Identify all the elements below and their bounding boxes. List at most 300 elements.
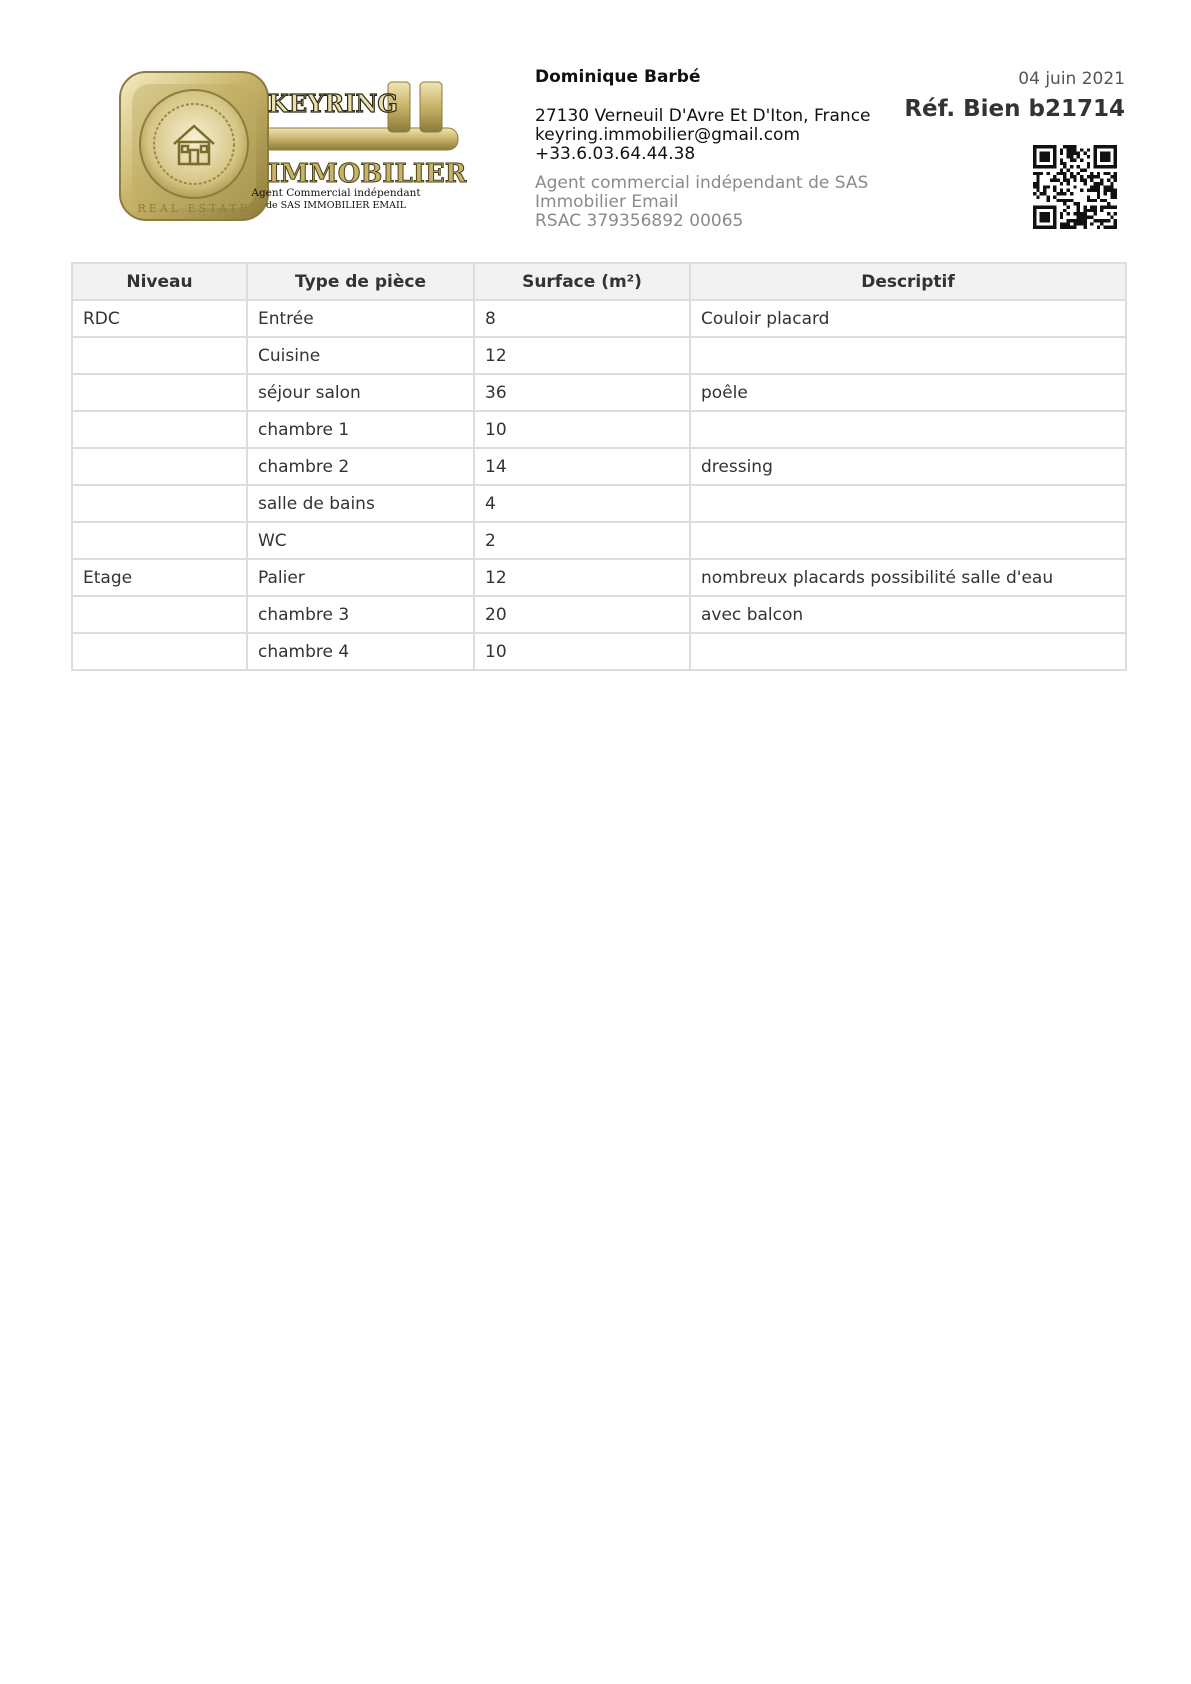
qr-module	[1090, 189, 1093, 192]
qr-module	[1040, 219, 1043, 222]
qr-module	[1040, 216, 1043, 219]
qr-module	[1043, 185, 1046, 188]
column-header-surface: Surface (m²)	[474, 263, 690, 300]
qr-module	[1060, 182, 1063, 185]
qr-module	[1033, 226, 1036, 229]
qr-module	[1087, 209, 1090, 212]
qr-module	[1046, 219, 1049, 222]
qr-module	[1083, 152, 1086, 155]
qr-module	[1080, 175, 1083, 178]
qr-module	[1053, 212, 1056, 215]
qr-module	[1060, 162, 1063, 165]
qr-module	[1087, 148, 1090, 151]
qr-module	[1080, 212, 1083, 215]
cell-surface: 4	[474, 485, 690, 522]
qr-module	[1033, 185, 1036, 188]
qr-module	[1083, 169, 1086, 172]
qr-module	[1077, 209, 1080, 212]
qr-module	[1046, 172, 1049, 175]
qr-module	[1053, 216, 1056, 219]
qr-module	[1114, 152, 1117, 155]
qr-module	[1077, 205, 1080, 208]
cell-niveau: Etage	[72, 559, 247, 596]
qr-module	[1073, 158, 1076, 161]
qr-module	[1070, 175, 1073, 178]
qr-module	[1053, 175, 1056, 178]
qr-module	[1053, 162, 1056, 165]
qr-module	[1073, 148, 1076, 151]
qr-module	[1097, 189, 1100, 192]
qr-module	[1046, 152, 1049, 155]
agent-phone[interactable]: +33.6.03.64.44.38	[535, 144, 696, 164]
rooms-table	[71, 262, 1127, 671]
qr-module	[1093, 152, 1096, 155]
qr-module	[1060, 226, 1063, 229]
cell-descriptif	[690, 485, 1126, 522]
qr-module	[1060, 172, 1063, 175]
svg-text:de SAS IMMOBILIER EMAIL: de SAS IMMOBILIER EMAIL	[265, 200, 407, 211]
qr-module	[1090, 179, 1093, 182]
qr-module	[1107, 145, 1110, 148]
qr-module	[1114, 179, 1117, 182]
qr-module	[1053, 189, 1056, 192]
cell-type: chambre 4	[247, 633, 474, 670]
agent-address: 27130 Verneuil D'Avre Et D'Iton, France	[535, 106, 871, 126]
qr-module	[1104, 226, 1107, 229]
qr-module	[1036, 182, 1039, 185]
cell-surface: 2	[474, 522, 690, 559]
qr-module	[1067, 179, 1070, 182]
qr-module	[1053, 195, 1056, 198]
qr-module	[1053, 219, 1056, 222]
qr-module	[1097, 172, 1100, 175]
cell-niveau	[72, 633, 247, 670]
qr-module	[1067, 189, 1070, 192]
cell-type: Cuisine	[247, 337, 474, 374]
qr-module	[1040, 165, 1043, 168]
qr-module	[1077, 212, 1080, 215]
table-row	[72, 633, 1126, 670]
qr-module	[1036, 226, 1039, 229]
cell-descriptif	[690, 411, 1126, 448]
qr-module	[1046, 158, 1049, 161]
qr-module	[1053, 179, 1056, 182]
cell-type: salle de bains	[247, 485, 474, 522]
qr-module	[1080, 219, 1083, 222]
qr-module	[1110, 185, 1113, 188]
qr-module	[1093, 182, 1096, 185]
qr-module	[1093, 219, 1096, 222]
qr-module	[1090, 205, 1093, 208]
qr-module	[1093, 189, 1096, 192]
qr-module	[1087, 195, 1090, 198]
qr-module	[1033, 205, 1036, 208]
qr-module	[1073, 226, 1076, 229]
qr-module	[1070, 165, 1073, 168]
cell-niveau	[72, 337, 247, 374]
cell-niveau	[72, 448, 247, 485]
qr-module	[1090, 175, 1093, 178]
qr-module	[1104, 165, 1107, 168]
qr-module	[1083, 179, 1086, 182]
qr-module	[1090, 172, 1093, 175]
qr-module	[1083, 205, 1086, 208]
qr-module	[1067, 222, 1070, 225]
qr-module	[1077, 165, 1080, 168]
qr-module	[1050, 145, 1053, 148]
qr-module	[1053, 209, 1056, 212]
qr-module	[1073, 185, 1076, 188]
qr-module	[1093, 165, 1096, 168]
qr-module	[1070, 192, 1073, 195]
table-row	[72, 448, 1126, 485]
cell-type: Palier	[247, 559, 474, 596]
qr-module	[1063, 199, 1066, 202]
qr-module	[1063, 172, 1066, 175]
qr-module	[1067, 152, 1070, 155]
qr-module	[1107, 172, 1110, 175]
qr-module	[1087, 189, 1090, 192]
qr-module	[1040, 212, 1043, 215]
qr-module	[1063, 175, 1066, 178]
agent-rsac: RSAC 379356892 00065	[535, 211, 744, 231]
qr-module	[1107, 155, 1110, 158]
cell-surface: 12	[474, 559, 690, 596]
qr-module	[1093, 209, 1096, 212]
qr-module	[1073, 212, 1076, 215]
agent-role-line-2: Immobilier Email	[535, 192, 679, 212]
qr-module	[1097, 165, 1100, 168]
qr-module	[1070, 148, 1073, 151]
qr-module	[1100, 219, 1103, 222]
qr-module	[1040, 152, 1043, 155]
qr-module	[1097, 226, 1100, 229]
qr-module	[1073, 152, 1076, 155]
qr-module	[1033, 158, 1036, 161]
qr-module	[1063, 162, 1066, 165]
qr-module	[1046, 205, 1049, 208]
qr-module	[1073, 175, 1076, 178]
qr-module	[1060, 216, 1063, 219]
qr-module	[1053, 145, 1056, 148]
cell-descriptif: avec balcon	[690, 596, 1126, 633]
qr-module	[1067, 212, 1070, 215]
qr-module	[1063, 192, 1066, 195]
qr-module	[1036, 165, 1039, 168]
svg-text:REAL ESTATE: REAL ESTATE	[137, 202, 251, 215]
cell-type: Entrée	[247, 300, 474, 337]
qr-module	[1114, 205, 1117, 208]
qr-module	[1093, 205, 1096, 208]
qr-module	[1046, 212, 1049, 215]
qr-module	[1070, 172, 1073, 175]
qr-module	[1104, 199, 1107, 202]
qr-module	[1040, 226, 1043, 229]
document-date: 04 juin 2021	[1018, 69, 1125, 89]
qr-module	[1100, 205, 1103, 208]
qr-module	[1104, 205, 1107, 208]
qr-module	[1040, 205, 1043, 208]
qr-module	[1077, 172, 1080, 175]
qr-module	[1053, 185, 1056, 188]
cell-niveau	[72, 596, 247, 633]
qr-module	[1090, 216, 1093, 219]
cell-descriptif	[690, 522, 1126, 559]
cell-descriptif	[690, 337, 1126, 374]
qr-module	[1114, 226, 1117, 229]
svg-text:Agent Commercial indépendant: Agent Commercial indépendant	[251, 187, 421, 199]
qr-module	[1087, 155, 1090, 158]
qr-module	[1067, 182, 1070, 185]
qr-module	[1114, 222, 1117, 225]
qr-module	[1104, 172, 1107, 175]
cell-descriptif: Couloir placard	[690, 300, 1126, 337]
qr-module	[1097, 192, 1100, 195]
qr-module	[1063, 209, 1066, 212]
qr-module	[1043, 165, 1046, 168]
qr-module	[1077, 155, 1080, 158]
qr-module	[1107, 189, 1110, 192]
qr-module	[1036, 195, 1039, 198]
qr-module	[1087, 165, 1090, 168]
qr-module	[1033, 165, 1036, 168]
agent-email[interactable]: keyring.immobilier@gmail.com	[535, 125, 801, 145]
qr-module	[1057, 199, 1060, 202]
qr-module	[1083, 222, 1086, 225]
qr-module	[1053, 158, 1056, 161]
qr-module	[1070, 226, 1073, 229]
qr-module	[1067, 155, 1070, 158]
qr-module	[1033, 145, 1036, 148]
cell-descriptif: dressing	[690, 448, 1126, 485]
qr-module	[1073, 179, 1076, 182]
qr-module	[1110, 226, 1113, 229]
cell-niveau: RDC	[72, 300, 247, 337]
agent-role-line-1: Agent commercial indépendant de SAS	[535, 173, 869, 193]
qr-module	[1036, 205, 1039, 208]
qr-module	[1063, 226, 1066, 229]
keyring-immobilier-logo	[118, 70, 468, 230]
qr-module	[1043, 189, 1046, 192]
qr-module	[1077, 216, 1080, 219]
qr-module	[1043, 192, 1046, 195]
qr-module	[1036, 145, 1039, 148]
cell-niveau	[72, 411, 247, 448]
qr-module	[1053, 152, 1056, 155]
qr-module	[1100, 222, 1103, 225]
qr-module	[1114, 175, 1117, 178]
qr-module	[1110, 189, 1113, 192]
qr-module	[1110, 205, 1113, 208]
qr-module	[1067, 199, 1070, 202]
qr-module	[1077, 152, 1080, 155]
qr-module	[1040, 172, 1043, 175]
column-header-niveau: Niveau	[72, 263, 247, 300]
cell-niveau	[72, 522, 247, 559]
table-row	[72, 300, 1126, 337]
qr-module	[1110, 175, 1113, 178]
table-row	[72, 559, 1126, 596]
qr-module	[1043, 145, 1046, 148]
qr-module	[1100, 199, 1103, 202]
qr-module	[1033, 192, 1036, 195]
qr-module	[1080, 222, 1083, 225]
qr-module	[1093, 158, 1096, 161]
cell-type: chambre 2	[247, 448, 474, 485]
qr-module	[1060, 148, 1063, 151]
qr-module	[1083, 216, 1086, 219]
qr-module	[1093, 155, 1096, 158]
qr-module	[1107, 219, 1110, 222]
qr-module	[1067, 219, 1070, 222]
qr-module	[1093, 185, 1096, 188]
qr-module	[1067, 169, 1070, 172]
qr-module	[1073, 219, 1076, 222]
qr-module	[1080, 169, 1083, 172]
qr-module	[1114, 162, 1117, 165]
qr-module	[1104, 145, 1107, 148]
qr-module	[1053, 222, 1056, 225]
qr-module	[1104, 158, 1107, 161]
qr-module	[1050, 165, 1053, 168]
qr-module	[1046, 216, 1049, 219]
qr-module	[1107, 185, 1110, 188]
qr-module	[1070, 158, 1073, 161]
qr-module	[1067, 226, 1070, 229]
qr-module	[1043, 155, 1046, 158]
qr-module	[1107, 165, 1110, 168]
qr-module	[1093, 162, 1096, 165]
qr-module	[1057, 172, 1060, 175]
qr-module	[1036, 175, 1039, 178]
qr-module	[1083, 209, 1086, 212]
qr-module	[1104, 152, 1107, 155]
table-row	[72, 522, 1126, 559]
qr-module	[1053, 205, 1056, 208]
qr-module	[1107, 179, 1110, 182]
qr-module	[1036, 189, 1039, 192]
table-row	[72, 411, 1126, 448]
qr-module	[1087, 162, 1090, 165]
qr-module	[1114, 165, 1117, 168]
qr-module	[1043, 219, 1046, 222]
qr-module	[1090, 222, 1093, 225]
qr-module	[1060, 222, 1063, 225]
qr-module	[1036, 172, 1039, 175]
qr-module	[1090, 199, 1093, 202]
agent-legal	[535, 174, 875, 231]
qr-module	[1050, 226, 1053, 229]
qr-module	[1040, 158, 1043, 161]
qr-module	[1080, 216, 1083, 219]
qr-module	[1046, 226, 1049, 229]
qr-module	[1080, 179, 1083, 182]
qr-module	[1104, 185, 1107, 188]
property-reference: Réf. Bien b21714	[904, 96, 1125, 122]
qr-module	[1063, 165, 1066, 168]
qr-module	[1114, 148, 1117, 151]
qr-module	[1093, 199, 1096, 202]
qr-module	[1107, 226, 1110, 229]
qr-code[interactable]	[1033, 145, 1117, 229]
qr-module	[1033, 209, 1036, 212]
qr-module	[1033, 182, 1036, 185]
qr-module	[1104, 192, 1107, 195]
agent-name: Dominique Barbé	[535, 67, 701, 87]
cell-niveau	[72, 374, 247, 411]
svg-text:IMMOBILIER: IMMOBILIER	[268, 159, 467, 189]
qr-module	[1100, 182, 1103, 185]
qr-module	[1046, 185, 1049, 188]
qr-module	[1080, 189, 1083, 192]
qr-module	[1043, 212, 1046, 215]
qr-module	[1046, 165, 1049, 168]
qr-module	[1060, 199, 1063, 202]
qr-module	[1100, 152, 1103, 155]
cell-surface: 14	[474, 448, 690, 485]
qr-module	[1097, 175, 1100, 178]
qr-module	[1083, 219, 1086, 222]
qr-module	[1050, 205, 1053, 208]
qr-module	[1033, 172, 1036, 175]
svg-text:KEYRING: KEYRING	[268, 89, 398, 118]
qr-module	[1110, 182, 1113, 185]
qr-module	[1073, 202, 1076, 205]
qr-module	[1040, 155, 1043, 158]
qr-module	[1067, 205, 1070, 208]
qr-module	[1110, 145, 1113, 148]
qr-module	[1077, 219, 1080, 222]
qr-module	[1077, 222, 1080, 225]
qr-module	[1100, 155, 1103, 158]
qr-module	[1043, 158, 1046, 161]
qr-module	[1053, 165, 1056, 168]
agent-info	[535, 68, 875, 231]
qr-module	[1107, 158, 1110, 161]
qr-module	[1046, 145, 1049, 148]
qr-module	[1104, 219, 1107, 222]
qr-module	[1070, 219, 1073, 222]
qr-module	[1107, 205, 1110, 208]
qr-module	[1060, 158, 1063, 161]
qr-module	[1040, 192, 1043, 195]
qr-module	[1114, 212, 1117, 215]
qr-module	[1110, 195, 1113, 198]
qr-module	[1090, 185, 1093, 188]
qr-module	[1110, 216, 1113, 219]
qr-module	[1057, 179, 1060, 182]
qr-module	[1114, 155, 1117, 158]
cell-descriptif: nombreux placards possibilité salle d'eau	[690, 559, 1126, 596]
qr-module	[1060, 189, 1063, 192]
qr-module	[1063, 202, 1066, 205]
qr-module	[1083, 182, 1086, 185]
qr-module	[1046, 199, 1049, 202]
table-row	[72, 374, 1126, 411]
qr-module	[1083, 226, 1086, 229]
cell-surface: 12	[474, 337, 690, 374]
cell-niveau	[72, 485, 247, 522]
qr-module	[1046, 195, 1049, 198]
qr-module	[1100, 158, 1103, 161]
qr-module	[1057, 192, 1060, 195]
cell-descriptif	[690, 633, 1126, 670]
qr-module	[1033, 162, 1036, 165]
qr-module	[1067, 145, 1070, 148]
qr-module	[1087, 199, 1090, 202]
cell-surface: 10	[474, 633, 690, 670]
table-header-row	[72, 263, 1126, 300]
